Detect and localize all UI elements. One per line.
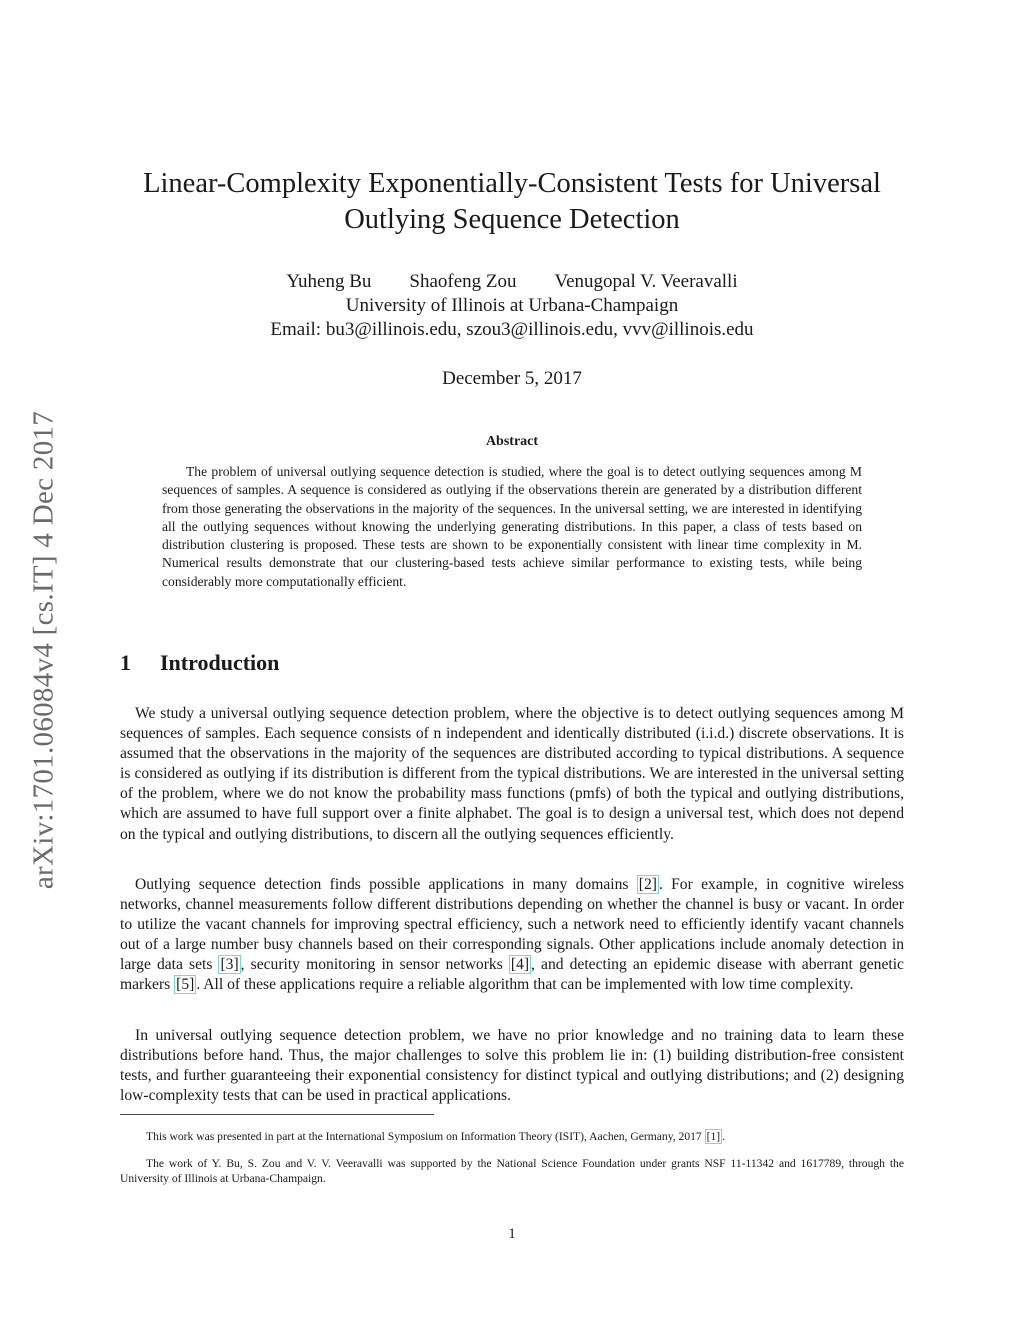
abstract-heading: Abstract: [485, 434, 539, 449]
author-name: Venugopal V. Veeravalli: [554, 271, 738, 292]
arxiv-identifier: arXiv:1701.06084v4 [cs.IT] 4 Dec 2017: [27, 410, 60, 890]
citation-link[interactable]: [2]: [638, 876, 657, 893]
section-number: 1: [120, 650, 131, 675]
section-heading: [120, 650, 279, 676]
paragraph-text: , security monitoring in sensor networks: [240, 956, 509, 974]
author-block: [120, 270, 904, 342]
paper-title: [120, 166, 904, 238]
citation-link[interactable]: [5]: [176, 976, 195, 994]
citation-link[interactable]: [4]: [510, 956, 530, 974]
paragraph-text: Outlying sequence detection finds possible applications in many domains: [135, 876, 637, 893]
footnote-text: .: [722, 1130, 726, 1143]
citation-link[interactable]: [1]: [706, 1130, 721, 1143]
section-title: Introduction: [160, 650, 280, 675]
email-line: Email: bu3@illinois.edu, szou3@illinois.edu, vvv@illinois.edu: [270, 319, 754, 340]
paragraph-text: . All of these applications require a reliable algorithm that can be implemented with low time complexity.: [196, 976, 854, 994]
footnote-2: The work of Y. Bu, S. Zou and V. V. Veeravalli was supported by the National Science Foundation under grants NSF 11-11342 and 1617789, through the University of Illinois at Urbana-Champaign.: [120, 1157, 904, 1185]
title-line-1: Linear-Complexity Exponentially-Consistent Tests for Universal: [143, 168, 881, 199]
footnote-1: [120, 1129, 904, 1144]
affiliation: University of Illinois at Urbana-Champaign: [345, 295, 679, 316]
paper-date: December 5, 2017: [442, 368, 582, 389]
title-line-2: Outlying Sequence Detection: [344, 204, 680, 235]
footnote-divider: [120, 1114, 434, 1115]
intro-paragraph-3: In universal outlying sequence detection problem, we have no prior knowledge and no training data to learn these distributions before hand. Thus, the major challenges to solve this problem lie in: (1) building distribution-free consistent tests, and further guaranteeing their exponential consistency for distinct typical and outlying distributions; and (2) designing low-complexity tests that can be used in practical applications.: [120, 1027, 904, 1105]
paragraph-text: , and detecting an epidemic disease with aberrant genetic markers: [120, 956, 904, 994]
intro-paragraph-1: We study a universal outlying sequence detection problem, where the objective is to detect outlying sequences among M sequences of samples. Each sequence consists of n independent and identically distributed (i.i.d.) discrete observations. It is assumed that the observations in the majority of the sequences are distributed according to typical distributions. A sequence is considered as outlying if its distribution is different from the typical distributions. We are interested in the universal setting of the problem, where we do not know the probability mass functions (pmfs) of both the typical and outlying distributions, which are assumed to have full support over a finite alphabet. The goal is to design a universal test, which does not depend on the typical and outlying distributions, to discern all the outlying sequences efficiently.: [120, 705, 904, 843]
intro-paragraph-2: [120, 875, 904, 996]
author-name: Yuheng Bu: [286, 271, 372, 292]
page-number: 1: [508, 1226, 516, 1242]
footnote-text: This work was presented in part at the International Symposium on Information Theory (ISIT), Aachen, Germany, 2017: [146, 1130, 705, 1143]
citation-link[interactable]: [3]: [220, 956, 239, 974]
author-name: Shaofeng Zou: [409, 271, 517, 292]
paragraph-text: . For example, in cognitive wireless networks, channel measurements follow different distributions depending on whether the channel is busy or vacant. In order to utilize the vacant channels for improving spectral efficiency, such a network need to efficiently identify vacant channels out of a large number busy channels based on their corresponding signals. Other applications include anomaly detection in large data sets: [120, 876, 904, 974]
abstract-text: The problem of universal outlying sequence detection is studied, where the goal is to detect outlying sequences among M sequences of samples. A sequence is considered as outlying if the observations therein are generated by a distribution different from those generating the observations in the majority of the sequences. In the universal setting, we are interested in identifying all the outlying sequences without knowing the underlying generating distributions. In this paper, a class of tests based on distribution clustering is proposed. These tests are shown to be exponentially consistent with linear time complexity in M. Numerical results demonstrate that our clustering-based tests achieve similar performance to existing tests, while being considerably more computationally efficient.: [162, 464, 862, 589]
author-names: [120, 270, 904, 294]
